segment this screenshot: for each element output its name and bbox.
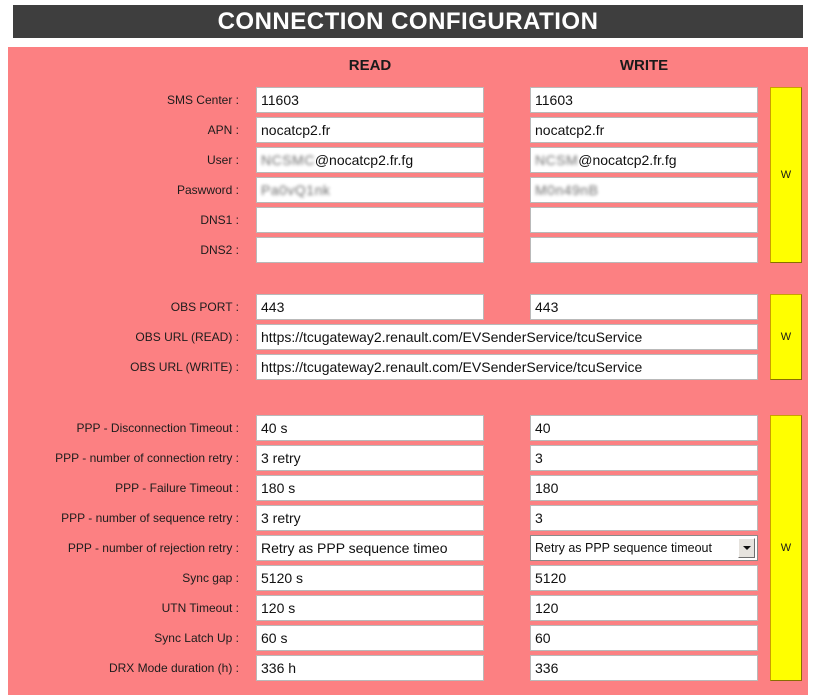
page-title-bar bbox=[13, 5, 803, 38]
write-value-input[interactable] bbox=[530, 415, 758, 441]
field-value: 3 bbox=[535, 450, 543, 466]
field-value: Retry as PPP sequence timeo bbox=[261, 540, 448, 556]
field-label: DNS1 : bbox=[200, 213, 239, 227]
field-value: 5120 s bbox=[261, 570, 304, 586]
config-row bbox=[8, 117, 808, 143]
field-value: 60 bbox=[535, 630, 551, 646]
config-row bbox=[8, 625, 808, 651]
field-label: OBS PORT : bbox=[170, 300, 239, 314]
read-value-input[interactable] bbox=[256, 505, 484, 531]
config-row bbox=[8, 147, 808, 173]
read-value-input[interactable] bbox=[256, 87, 484, 113]
write-value-input[interactable] bbox=[530, 237, 758, 263]
config-row bbox=[8, 505, 808, 531]
field-value: nocatcp2.fr bbox=[261, 122, 331, 138]
config-row bbox=[8, 177, 808, 203]
field-label: OBS URL (WRITE) : bbox=[130, 360, 239, 374]
chevron-down-icon[interactable] bbox=[738, 538, 755, 558]
write-value-input[interactable] bbox=[530, 655, 758, 681]
write-button-2[interactable] bbox=[770, 294, 802, 380]
read-value-input[interactable] bbox=[256, 445, 484, 471]
field-value: 180 s bbox=[261, 480, 296, 496]
config-row bbox=[8, 655, 808, 681]
field-label: SMS Center : bbox=[166, 93, 239, 107]
redacted-value: NCSMC bbox=[261, 152, 315, 168]
read-value-input[interactable] bbox=[256, 177, 484, 203]
write-button-3[interactable] bbox=[770, 415, 802, 681]
field-value: 443 bbox=[261, 299, 285, 315]
write-value-input[interactable] bbox=[530, 207, 758, 233]
read-value-input[interactable] bbox=[256, 595, 484, 621]
config-row bbox=[8, 565, 808, 591]
write-value-dropdown[interactable] bbox=[530, 535, 758, 561]
read-value-input[interactable] bbox=[256, 415, 484, 441]
write-button-label: W bbox=[780, 331, 792, 343]
write-value-input[interactable] bbox=[530, 177, 758, 203]
field-value: 443 bbox=[535, 299, 559, 315]
field-value: nocatcp2.fr bbox=[535, 122, 605, 138]
field-value: https://tcugateway2.renault.com/EVSenderService/tcuService bbox=[261, 329, 643, 345]
config-row bbox=[8, 324, 808, 350]
config-row bbox=[8, 535, 808, 561]
field-value: @nocatcp2.fr.fg bbox=[314, 152, 414, 168]
configuration-panel bbox=[8, 47, 808, 695]
field-value: 40 s bbox=[261, 420, 288, 436]
write-value-input[interactable] bbox=[530, 445, 758, 471]
field-value: 60 s bbox=[261, 630, 288, 646]
config-row bbox=[8, 207, 808, 233]
url-input[interactable] bbox=[256, 324, 758, 350]
config-row bbox=[8, 445, 808, 471]
config-row bbox=[8, 415, 808, 441]
config-row bbox=[8, 354, 808, 380]
read-value-input[interactable] bbox=[256, 294, 484, 320]
field-label: User : bbox=[206, 153, 239, 167]
field-value: 120 s bbox=[261, 600, 296, 616]
write-button-label: W bbox=[780, 542, 792, 554]
field-label: APN : bbox=[207, 123, 239, 137]
field-value: 336 bbox=[535, 660, 559, 676]
field-value: 3 bbox=[535, 510, 543, 526]
field-label: Sync gap : bbox=[182, 571, 239, 585]
field-label: UTN Timeout : bbox=[161, 601, 239, 615]
field-value: 11603 bbox=[261, 92, 299, 108]
field-label: OBS URL (READ) : bbox=[135, 330, 239, 344]
field-label: PPP - Disconnection Timeout : bbox=[76, 421, 239, 435]
read-value-input[interactable] bbox=[256, 117, 484, 143]
read-value-input[interactable] bbox=[256, 565, 484, 591]
redacted-value: M0n49nB bbox=[535, 182, 599, 198]
page-title: CONNECTION CONFIGURATION bbox=[217, 7, 599, 35]
config-row bbox=[8, 87, 808, 113]
field-label: Paswword : bbox=[176, 183, 239, 197]
config-row bbox=[8, 595, 808, 621]
field-label: PPP - number of sequence retry : bbox=[61, 511, 239, 525]
field-value: 11603 bbox=[535, 92, 573, 108]
field-value: Retry as PPP sequence timeout bbox=[535, 541, 712, 555]
field-value: 120 bbox=[535, 600, 559, 616]
config-row bbox=[8, 237, 808, 263]
config-row bbox=[8, 475, 808, 501]
read-value-input[interactable] bbox=[256, 237, 484, 263]
field-value: @nocatcp2.fr.fg bbox=[578, 152, 677, 168]
read-value-input[interactable] bbox=[256, 535, 484, 561]
field-value: 3 retry bbox=[261, 510, 301, 526]
field-value: 180 bbox=[535, 480, 559, 496]
field-label: DRX Mode duration (h) : bbox=[108, 661, 239, 675]
read-value-input[interactable] bbox=[256, 625, 484, 651]
write-value-input[interactable] bbox=[530, 294, 758, 320]
field-value: 5120 bbox=[535, 570, 567, 586]
column-header-read: READ bbox=[348, 57, 392, 74]
column-header-write: WRITE bbox=[619, 57, 669, 74]
write-value-input[interactable] bbox=[530, 147, 758, 173]
config-row bbox=[8, 294, 808, 320]
read-value-input[interactable] bbox=[256, 207, 484, 233]
read-value-input[interactable] bbox=[256, 147, 484, 173]
write-value-input[interactable] bbox=[530, 87, 758, 113]
field-value: 40 bbox=[535, 420, 551, 436]
write-value-input[interactable] bbox=[530, 505, 758, 531]
field-value: 3 retry bbox=[261, 450, 301, 466]
write-value-input[interactable] bbox=[530, 475, 758, 501]
read-value-input[interactable] bbox=[256, 475, 484, 501]
field-label: PPP - Failure Timeout : bbox=[115, 481, 239, 495]
write-value-input[interactable] bbox=[530, 595, 758, 621]
read-value-input[interactable] bbox=[256, 655, 484, 681]
write-value-input[interactable] bbox=[530, 117, 758, 143]
write-value-input[interactable] bbox=[530, 625, 758, 651]
field-label: PPP - number of connection retry : bbox=[55, 451, 239, 465]
redacted-value: Pa0vQ1nk bbox=[261, 182, 331, 198]
redacted-value: NCSM bbox=[535, 152, 579, 168]
write-button-1[interactable] bbox=[770, 87, 802, 263]
field-label: Sync Latch Up : bbox=[154, 631, 239, 645]
field-label: PPP - number of rejection retry : bbox=[67, 541, 239, 555]
write-button-label: W bbox=[780, 169, 792, 181]
field-value: 336 h bbox=[261, 660, 297, 676]
write-value-input[interactable] bbox=[530, 565, 758, 591]
url-input[interactable] bbox=[256, 354, 758, 380]
field-label: DNS2 : bbox=[200, 243, 239, 257]
field-value: https://tcugateway2.renault.com/EVSenderService/tcuService bbox=[261, 359, 643, 375]
